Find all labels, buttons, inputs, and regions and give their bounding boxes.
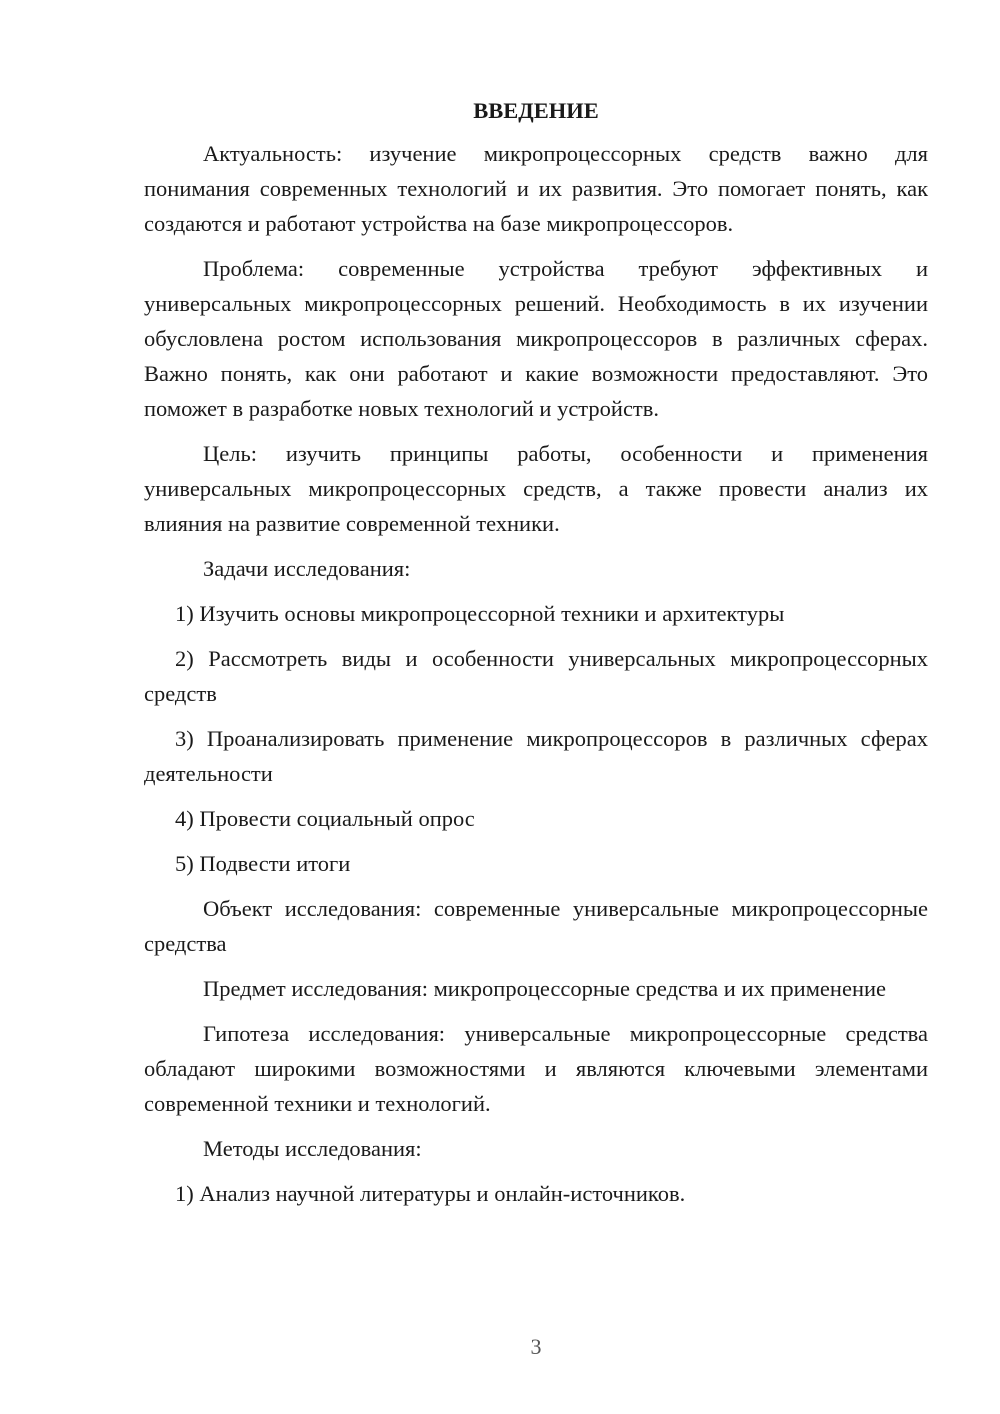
method-item-1: 1) Анализ научной литературы и онлайн-источников.	[175, 1181, 686, 1206]
hypothesis-paragraph: Гипотеза исследования: универсальные микропроцессорные средства обладают широкими возможностями и являются ключевыми элементами современной техники и технологий.	[144, 1021, 928, 1116]
task-item-4: 4) Провести социальный опрос	[175, 806, 475, 831]
tasks-heading: Задачи исследования:	[203, 556, 411, 581]
document-page	[144, 92, 928, 1221]
task-item-3: 3) Проанализировать применение микропроцессоров в различных сферах деятельности	[144, 726, 928, 786]
page-title: ВВЕДЕНИЕ	[473, 98, 599, 123]
task-item-1: 1) Изучить основы микропроцессорной техники и архитектуры	[175, 601, 785, 626]
object-paragraph: Объект исследования: современные универсальные микропроцессорные средства	[144, 896, 928, 956]
problem-paragraph: Проблема: современные устройства требуют эффективных и универсальных микропроцессорных решений. Необходимость в их изучении обусловлена ростом использования микропроцессоров в различных сферах. Важно понять, как они работают и какие возможности предоставляют. Это поможет в разработке новых технологий и устройств.	[144, 256, 928, 421]
task-item-2: 2) Рассмотреть виды и особенности универсальных микропроцессорных средств	[144, 646, 928, 706]
task-item-5: 5) Подвести итоги	[175, 851, 351, 876]
page-number: 3	[530, 1334, 542, 1359]
relevance-paragraph: Актуальность: изучение микропроцессорных средств важно для понимания современных технологий и их развития. Это помогает понять, как создаются и работают устройства на базе микропроцессоров.	[144, 141, 928, 236]
goal-paragraph: Цель: изучить принципы работы, особенности и применения универсальных микропроцессорных средств, а также провести анализ их влияния на развитие современной техники.	[144, 441, 928, 536]
subject-paragraph: Предмет исследования: микропроцессорные средства и их применение	[203, 976, 887, 1001]
methods-heading: Методы исследования:	[203, 1136, 422, 1161]
